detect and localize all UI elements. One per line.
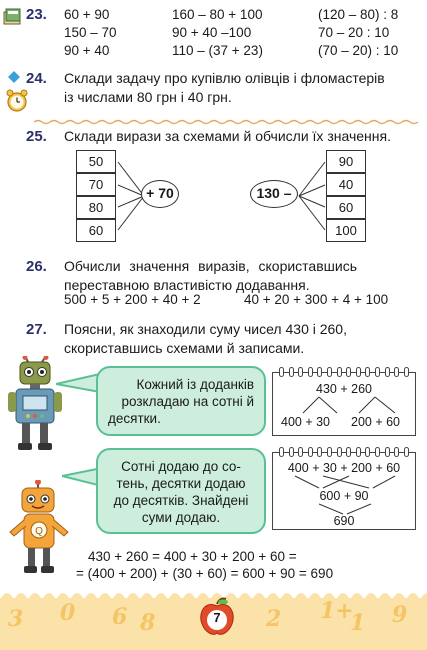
decor-digit: 1 [350,610,366,636]
left-operator-circle [141,180,179,208]
expression: 60 + 90 [64,7,110,22]
task-26-number: 26. [26,258,47,275]
expression: 110 – (37 + 23) [172,43,263,58]
right-box-1: 90 [326,150,366,173]
notepad-2-arrows-top [273,475,417,489]
bubble-line: суми додаю. [141,510,221,525]
task-23-number: 23. [26,6,47,23]
task-26-expression-2: 40 + 20 + 300 + 4 + 100 [244,292,389,307]
bubble-line: десятки. [108,411,161,426]
notepad-2 [272,452,416,530]
text-line: скориставшись схемами й записами. [64,340,305,356]
decor-digit: 2 [266,606,282,632]
result-line-1: 430 + 260 = 400 + 30 + 200 + 60 = [88,549,297,564]
task-27-number: 27. [26,321,47,338]
text-line: Обчисли значення виразів, скориставшись [64,258,357,274]
expression: 90 + 40 –100 [172,25,252,40]
bubble-line: тень, десятки додаю [116,476,246,491]
bubble-line: Сотні додаю до со- [121,459,241,474]
expression: 150 – 70 [64,25,117,40]
right-operator-circle [250,180,298,208]
girl-robot-illustration [8,480,72,576]
expression: (70 – 20) : 10 [318,43,399,58]
notepad-1-bottom-right: 200 + 60 [351,415,401,429]
decor-digit: 3 [8,606,24,632]
spiral-rings [279,367,409,377]
notepad-2-middle: 600 + 90 [319,489,369,503]
left-box-1: 50 [76,150,116,173]
text-line: Поясни, як знаходили суму чисел 430 і 260, [64,321,347,337]
left-box-3: 80 [76,196,116,219]
left-box-4: 60 [76,219,116,242]
task-24-number: 24. [26,70,47,87]
task-26-expression-1: 500 + 5 + 200 + 40 + 2 [64,292,201,307]
diamond-icon [8,70,20,82]
text-line: переставною властивістю додавання. [64,277,310,293]
bubble-line: розкладаю на сотні й [121,394,254,409]
task-26-text [64,257,357,295]
right-operator-label: 130 – [256,185,292,201]
task-23-col2 [172,6,263,60]
expression: 160 – 80 + 100 [172,7,263,22]
bubble-line: до десятків. Знайдені [113,493,249,508]
notepad-1 [272,372,416,436]
task-25-text: Склади вирази за схемами й обчисли їх значення. [64,128,391,144]
task-24-text [64,69,385,107]
left-operator-label: + 70 [146,185,174,201]
right-box-4: 100 [326,219,366,242]
notepad-2-top: 400 + 30 + 200 + 60 [287,461,401,475]
notepad-1-arrows [273,395,417,415]
bubble-line: Кожний із доданків [136,377,254,392]
task-27-text [64,320,347,358]
robot-illustration [8,356,64,452]
alarm-clock-icon [4,88,30,114]
speech-bubble-1 [96,366,266,436]
decor-digit: 0 [60,600,76,626]
decor-digit: 1+ [320,598,354,624]
right-scheme-arrows [297,150,327,242]
decor-digit: 6 [112,604,128,630]
left-box-2: 70 [76,173,116,196]
notepad-1-top: 430 + 260 [316,382,372,396]
decor-digit: 8 [140,610,156,636]
spiral-rings [279,447,409,457]
speech-bubble-2 [96,448,266,534]
notepad-2-bottom: 690 [333,514,355,528]
task-23-col1 [64,6,117,60]
text-line: із числами 80 грн і 40 грн. [64,89,232,105]
book-icon [2,6,24,28]
dotted-divider [34,112,420,118]
result-line-2: = (400 + 200) + (30 + 60) = 600 + 90 = 690 [76,566,334,581]
svg-text:Q: Q [35,526,43,537]
decor-digit: 9 [392,602,408,628]
expression: 70 – 20 : 10 [318,25,390,40]
task-23-col3 [318,6,398,60]
task-25-number: 25. [26,128,47,145]
page-number: 7 [213,610,221,625]
right-box-2: 40 [326,173,366,196]
bubble-1-tail [56,372,100,394]
text-line: Склади задачу про купівлю олівців і фломастерів [64,70,385,86]
expression: 90 + 40 [64,43,110,58]
right-box-3: 60 [326,196,366,219]
notepad-1-bottom-left: 400 + 30 [281,415,331,429]
expression: (120 – 80) : 8 [318,7,399,22]
